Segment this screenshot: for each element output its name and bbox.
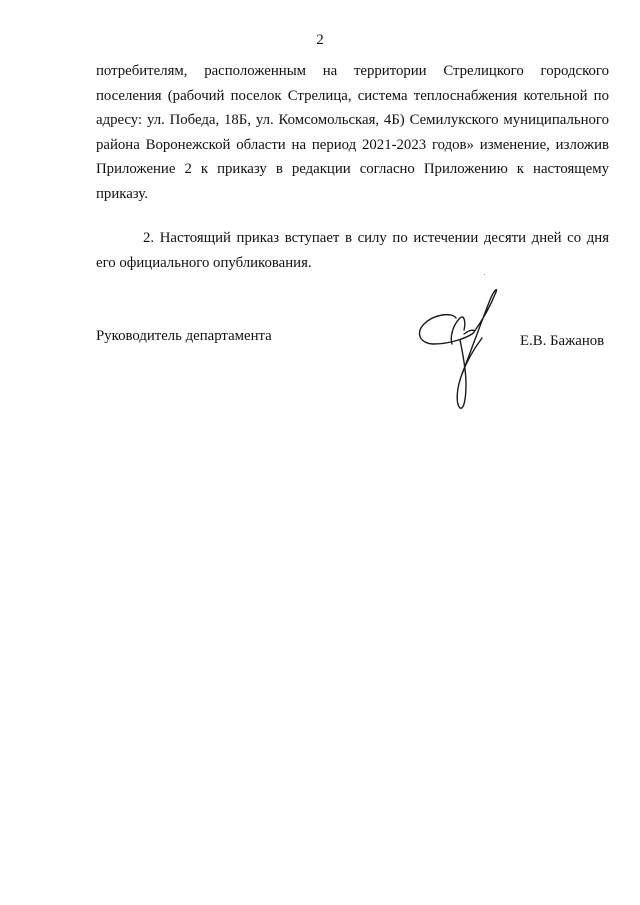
paragraph-2-line-2: его официального опубликования. xyxy=(96,254,312,271)
paragraph-1-line-3: адресу: ул. Победа, 18Б, ул. Комсомольская, 4Б) Семилукского муниципального xyxy=(96,112,609,128)
signer-name: Е.В. Бажанов xyxy=(520,333,605,349)
paragraph-1-line-4: района Воронежской области на период 2021-2023 годов» изменение, изложив xyxy=(96,136,609,153)
scan-speck xyxy=(484,274,485,275)
signer-position-title: Руководитель департамента xyxy=(96,328,272,344)
page-number: 2 xyxy=(316,32,324,48)
handwritten-signature xyxy=(412,288,504,410)
paragraph-1-line-1: потребителям, расположенным на территории Стрелицкого городского xyxy=(96,63,609,79)
paragraph-1-line-6: приказу. xyxy=(96,185,148,202)
paragraph-2-line-1: 2. Настоящий приказ вступает в силу по истечении десяти дней со дня xyxy=(143,230,609,246)
paragraph-2 xyxy=(96,226,609,275)
paragraph-1-line-5: Приложение 2 к приказу в редакции согласно Приложению к настоящему xyxy=(96,161,609,177)
paragraph-1-line-2: поселения (рабочий поселок Стрелица, система теплоснабжения котельной по xyxy=(96,87,609,104)
paragraph-1 xyxy=(96,59,609,206)
